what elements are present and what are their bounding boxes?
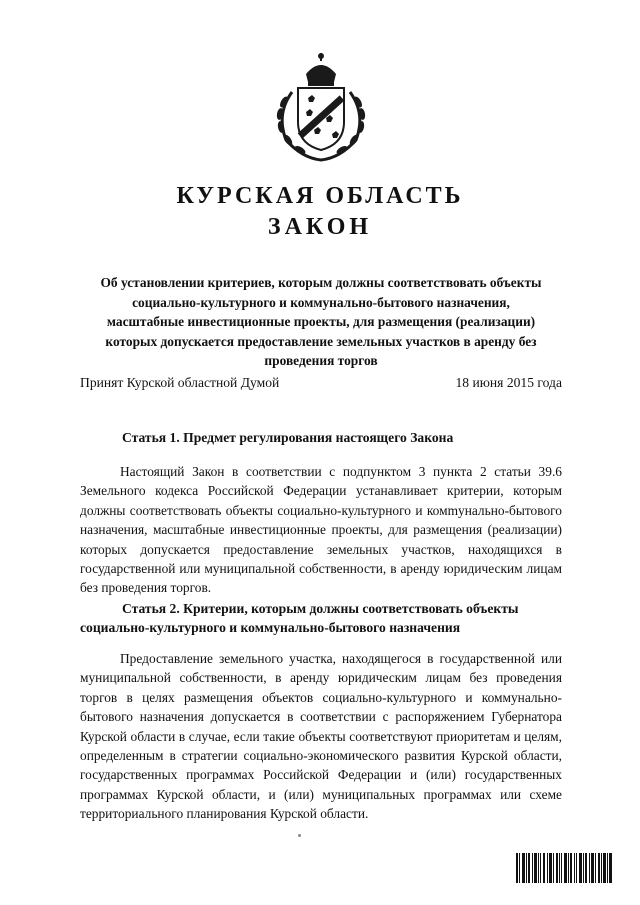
law-heading: Об установлении критериев, которым должны соответствовать объекты социально-культурного и коммунально-бытового назначения, масштабные инвестиционные проекты, для размещения (реализации) которых допускается предоставление земельных участков в аренду без проведения торгов	[100, 275, 542, 368]
coat-of-arms-icon	[262, 52, 380, 164]
barcode-icon	[516, 853, 612, 883]
adopted-by: Принят Курской областной Думой	[80, 375, 280, 390]
scan-speck	[298, 834, 301, 837]
adoption-date: 18 июня 2015 года	[455, 375, 562, 390]
document-type-title: ЗАКОН	[267, 214, 373, 240]
article-1-text: Настоящий Закон в соответствии с подпунктом 3 пункта 2 статьи 39.6 Земельного кодекса Российской Федерации устанавливает критерии, которым должны соответствовать объекты социально-культурного и комmунально-бытового назначения, масштабные инвестиционные проекты, для размещения (реализации) которых допускается предоставление земельных участков, находящихся в государственной или муниципальной собственности, в аренду юридическим лицам без проведения торгов.	[80, 464, 562, 596]
region-title: КУРСКАЯ ОБЛАСТЬ	[176, 183, 464, 209]
article-1-title: Статья 1. Предмет регулирования настоящего Закона	[122, 430, 454, 445]
article-2-text: Предоставление земельного участка, находящегося в государственной или муниципальной собственности, в аренду юридическим лицам без проведения торгов в целях размещения объектов социально-культурного и коммунально-бытового назначения допускается в соответствии с распоряжением Губернатора Курской области в случае, если такие объекты соответствуют приоритетам и целям, определенным в стратегии социально-экономического развития Курской области, государственных программах Российской Федерации и (или) государственных программах Курской области, и (или) муниципальных программах или схеме территориального планирования Курской области.	[80, 651, 562, 822]
article-2-title: Статья 2. Критерии, которым должны соответствовать объекты социально-культурного и коммунально-бытового назначения	[80, 601, 519, 635]
